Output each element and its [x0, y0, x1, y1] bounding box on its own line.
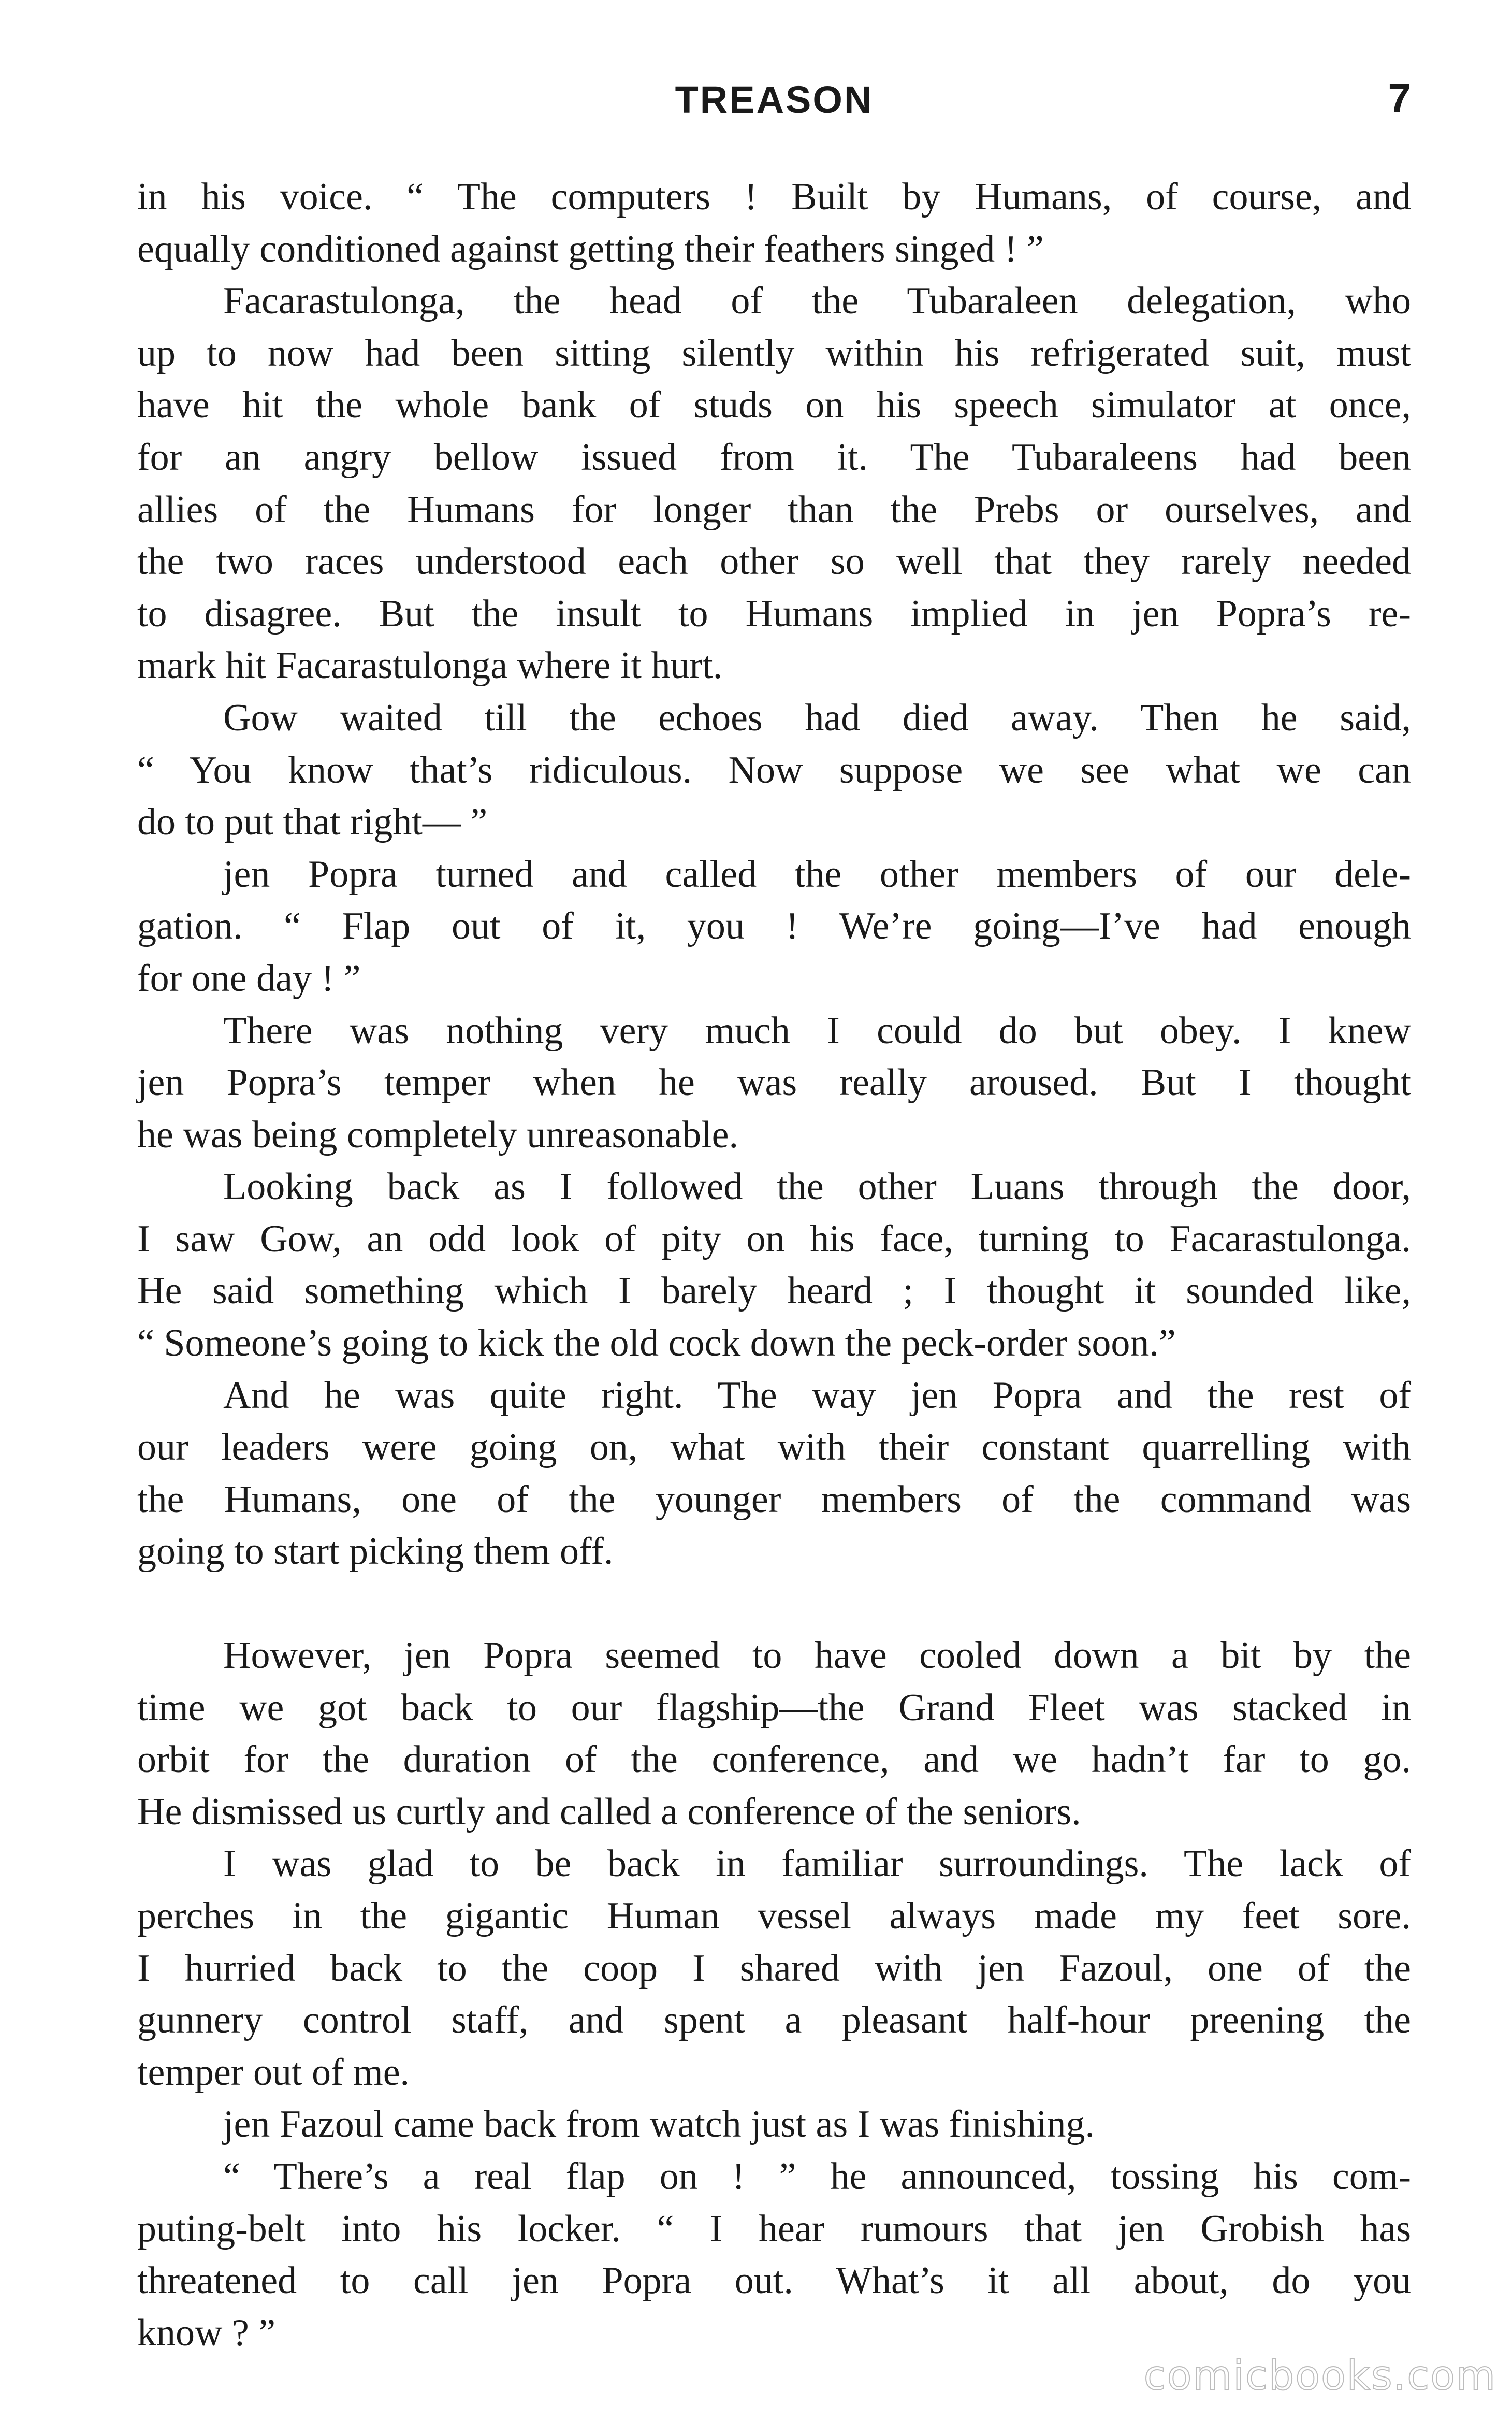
text-line: the two races understood each other so well that they rarely needed	[137, 540, 1411, 583]
text-line: know ? ”	[137, 2311, 276, 2354]
text-line: time we got back to our flagship—the Grand Fleet was stacked in	[137, 1686, 1411, 1729]
text-line: he was being completely unreasonable.	[137, 1113, 738, 1156]
text-line: Gow waited till the echoes had died away. Then he said,	[223, 696, 1411, 739]
text-line: orbit for the duration of the conference, and we hadn’t far to go.	[137, 1738, 1411, 1781]
text-line: the Humans, one of the younger members of the command was	[137, 1478, 1411, 1521]
text-line: mark hit Facarastulonga where it hurt.	[137, 644, 723, 687]
text-line: in his voice. “ The computers ! Built by Humans, of course, and	[137, 176, 1411, 218]
text-line: “ There’s a real flap on ! ” he announced, tossing his com-	[223, 2155, 1411, 2198]
text-line: for an angry bellow issued from it. The Tubaraleens had been	[137, 436, 1411, 479]
text-line: up to now had been sitting silently within his refrigerated suit, must	[137, 332, 1411, 374]
text-line: for one day ! ”	[137, 957, 361, 1000]
text-line: threatened to call jen Popra out. What’s it all about, do you	[137, 2259, 1411, 2302]
text-line: And he was quite right. The way jen Popra and the rest of	[223, 1374, 1411, 1417]
text-line: gation. “ Flap out of it, you ! We’re going—I’ve had enough	[137, 905, 1411, 948]
text-line: However, jen Popra seemed to have cooled down a bit by the	[223, 1634, 1411, 1677]
section-break	[137, 1578, 1411, 1630]
text-line: Looking back as I followed the other Luans through the door,	[223, 1165, 1411, 1208]
text-line: going to start picking them off.	[137, 1530, 614, 1573]
text-line: He dismissed us curtly and called a conference of the seniors.	[137, 1790, 1081, 1833]
text-line: Facarastulonga, the head of the Tubaraleen delegation, who	[223, 280, 1411, 323]
text-line: gunnery control staff, and spent a pleasant half-hour preening the	[137, 1999, 1411, 2042]
text-line: jen Fazoul came back from watch just as I was finishing.	[223, 2103, 1095, 2146]
text-line: jen Popra turned and called the other members of our dele-	[223, 853, 1411, 896]
text-line: jen Popra’s temper when he was really aroused. But I thought	[137, 1061, 1411, 1104]
text-line: do to put that right— ”	[137, 801, 488, 844]
text-line: puting-belt into his locker. “ I hear rumours that jen Grobish has	[137, 2207, 1411, 2250]
running-title: TREASON	[675, 78, 874, 121]
text-line: perches in the gigantic Human vessel always made my feet sore.	[137, 1895, 1411, 1937]
text-line: I hurried back to the coop I shared with jen Fazoul, one of the	[137, 1947, 1411, 1990]
text-line: There was nothing very much I could do but obey. I knew	[223, 1009, 1411, 1052]
text-line: allies of the Humans for longer than the Prebs or ourselves, and	[137, 488, 1411, 531]
watermark: comicbooks.com	[1143, 2353, 1496, 2399]
text-line: equally conditioned against getting their feathers singed ! ”	[137, 227, 1044, 270]
text-line: our leaders were going on, what with their constant quarrelling with	[137, 1426, 1411, 1469]
text-line: He said something which I barely heard ; I thought it sounded like,	[137, 1270, 1411, 1313]
text-line: “ Someone’s going to kick the old cock down the peck-order soon.”	[137, 1322, 1176, 1365]
text-line: temper out of me.	[137, 2051, 410, 2094]
text-line: I saw Gow, an odd look of pity on his face, turning to Facarastulonga.	[137, 1217, 1411, 1260]
text-line: have hit the whole bank of studs on his speech simulator at once,	[137, 384, 1411, 427]
book-page	[137, 73, 1411, 2359]
running-header	[137, 73, 1411, 135]
page-number: 7	[1388, 75, 1411, 121]
body-text	[137, 171, 1411, 2359]
text-line: “ You know that’s ridiculous. Now suppose we see what we can	[137, 748, 1411, 791]
text-line: to disagree. But the insult to Humans implied in jen Popra’s re-	[137, 592, 1411, 635]
text-line: I was glad to be back in familiar surroundings. The lack of	[223, 1842, 1411, 1885]
